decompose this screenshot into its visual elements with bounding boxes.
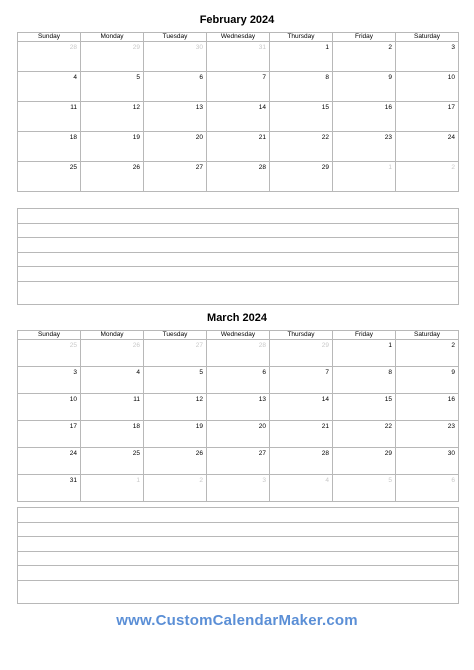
week-row (18, 340, 459, 367)
adjacent-month-day-cell: 6 (396, 475, 459, 502)
day-cell: 17 (18, 421, 81, 448)
day-cell: 2 (396, 340, 459, 367)
day-cell: 3 (396, 42, 459, 72)
day-cell: 17 (396, 102, 459, 132)
day-cell: 2 (333, 42, 396, 72)
weekday-header: Friday (333, 33, 396, 42)
week-row (18, 42, 459, 72)
day-cell: 14 (207, 102, 270, 132)
day-cell: 22 (270, 132, 333, 162)
adjacent-month-day-cell: 25 (18, 340, 81, 367)
day-cell: 11 (81, 394, 144, 421)
weekday-header: Thursday (270, 33, 333, 42)
week-row (18, 475, 459, 502)
february-title: February 2024 (199, 14, 275, 26)
day-cell: 10 (18, 394, 81, 421)
day-cell: 11 (18, 102, 81, 132)
notes-line (18, 224, 458, 239)
week-row (18, 367, 459, 394)
notes-line (18, 238, 458, 253)
day-cell: 16 (333, 102, 396, 132)
day-cell: 4 (18, 72, 81, 102)
weekday-header: Saturday (396, 33, 459, 42)
day-cell: 30 (396, 448, 459, 475)
day-cell: 13 (144, 102, 207, 132)
notes-line (18, 566, 458, 581)
day-cell: 5 (144, 367, 207, 394)
adjacent-month-day-cell: 28 (18, 42, 81, 72)
weekday-header: Friday (333, 331, 396, 340)
week-row (18, 72, 459, 102)
march-title: March 2024 (207, 312, 267, 324)
adjacent-month-day-cell: 1 (81, 475, 144, 502)
day-cell: 23 (396, 421, 459, 448)
day-cell: 25 (81, 448, 144, 475)
day-cell: 12 (144, 394, 207, 421)
weekday-header: Monday (81, 331, 144, 340)
day-cell: 29 (270, 162, 333, 192)
notes-line (18, 209, 458, 224)
day-cell: 19 (144, 421, 207, 448)
day-cell: 26 (144, 448, 207, 475)
day-cell: 29 (333, 448, 396, 475)
adjacent-month-day-cell: 30 (144, 42, 207, 72)
weekday-header: Monday (81, 33, 144, 42)
adjacent-month-day-cell: 2 (144, 475, 207, 502)
day-cell: 24 (396, 132, 459, 162)
website-footer-link[interactable]: www.CustomCalendarMaker.com (116, 612, 358, 629)
day-cell: 28 (207, 162, 270, 192)
day-cell: 15 (270, 102, 333, 132)
week-row (18, 421, 459, 448)
day-cell: 1 (333, 340, 396, 367)
day-cell: 16 (396, 394, 459, 421)
adjacent-month-day-cell: 2 (396, 162, 459, 192)
weekday-header: Tuesday (144, 331, 207, 340)
day-cell: 27 (144, 162, 207, 192)
day-cell: 18 (18, 132, 81, 162)
february-notes-area (17, 208, 459, 305)
day-cell: 27 (207, 448, 270, 475)
february-calendar-grid (17, 32, 459, 192)
adjacent-month-day-cell: 28 (207, 340, 270, 367)
notes-line (18, 267, 458, 282)
weekday-header: Thursday (270, 331, 333, 340)
adjacent-month-day-cell: 31 (207, 42, 270, 72)
day-cell: 14 (270, 394, 333, 421)
day-cell: 26 (81, 162, 144, 192)
day-cell: 8 (333, 367, 396, 394)
day-cell: 4 (81, 367, 144, 394)
adjacent-month-day-cell: 29 (81, 42, 144, 72)
notes-line (18, 581, 458, 596)
notes-line (18, 552, 458, 567)
day-cell: 22 (333, 421, 396, 448)
day-cell: 1 (270, 42, 333, 72)
day-cell: 20 (207, 421, 270, 448)
notes-line (18, 253, 458, 268)
adjacent-month-day-cell: 5 (333, 475, 396, 502)
day-cell: 8 (270, 72, 333, 102)
weekday-header-row (18, 33, 459, 42)
adjacent-month-day-cell: 27 (144, 340, 207, 367)
weekday-header: Wednesday (207, 33, 270, 42)
weekday-header: Sunday (18, 33, 81, 42)
weekday-header: Wednesday (207, 331, 270, 340)
day-cell: 28 (270, 448, 333, 475)
day-cell: 5 (81, 72, 144, 102)
day-cell: 13 (207, 394, 270, 421)
day-cell: 7 (207, 72, 270, 102)
day-cell: 24 (18, 448, 81, 475)
day-cell: 7 (270, 367, 333, 394)
notes-line (18, 282, 458, 297)
weekday-header: Tuesday (144, 33, 207, 42)
day-cell: 9 (333, 72, 396, 102)
notes-line (18, 537, 458, 552)
notes-line (18, 523, 458, 538)
weekday-header-row (18, 331, 459, 340)
march-notes-area (17, 507, 459, 604)
week-row (18, 394, 459, 421)
adjacent-month-day-cell: 4 (270, 475, 333, 502)
adjacent-month-day-cell: 26 (81, 340, 144, 367)
adjacent-month-day-cell: 29 (270, 340, 333, 367)
day-cell: 21 (207, 132, 270, 162)
day-cell: 20 (144, 132, 207, 162)
week-row (18, 162, 459, 192)
day-cell: 23 (333, 132, 396, 162)
adjacent-month-day-cell: 3 (207, 475, 270, 502)
day-cell: 21 (270, 421, 333, 448)
weekday-header: Saturday (396, 331, 459, 340)
week-row (18, 102, 459, 132)
day-cell: 19 (81, 132, 144, 162)
day-cell: 15 (333, 394, 396, 421)
day-cell: 9 (396, 367, 459, 394)
day-cell: 12 (81, 102, 144, 132)
day-cell: 31 (18, 475, 81, 502)
day-cell: 3 (18, 367, 81, 394)
march-calendar-grid (17, 330, 459, 502)
day-cell: 6 (207, 367, 270, 394)
week-row (18, 132, 459, 162)
adjacent-month-day-cell: 1 (333, 162, 396, 192)
day-cell: 10 (396, 72, 459, 102)
notes-line (18, 508, 458, 523)
day-cell: 6 (144, 72, 207, 102)
day-cell: 25 (18, 162, 81, 192)
day-cell: 18 (81, 421, 144, 448)
weekday-header: Sunday (18, 331, 81, 340)
week-row (18, 448, 459, 475)
